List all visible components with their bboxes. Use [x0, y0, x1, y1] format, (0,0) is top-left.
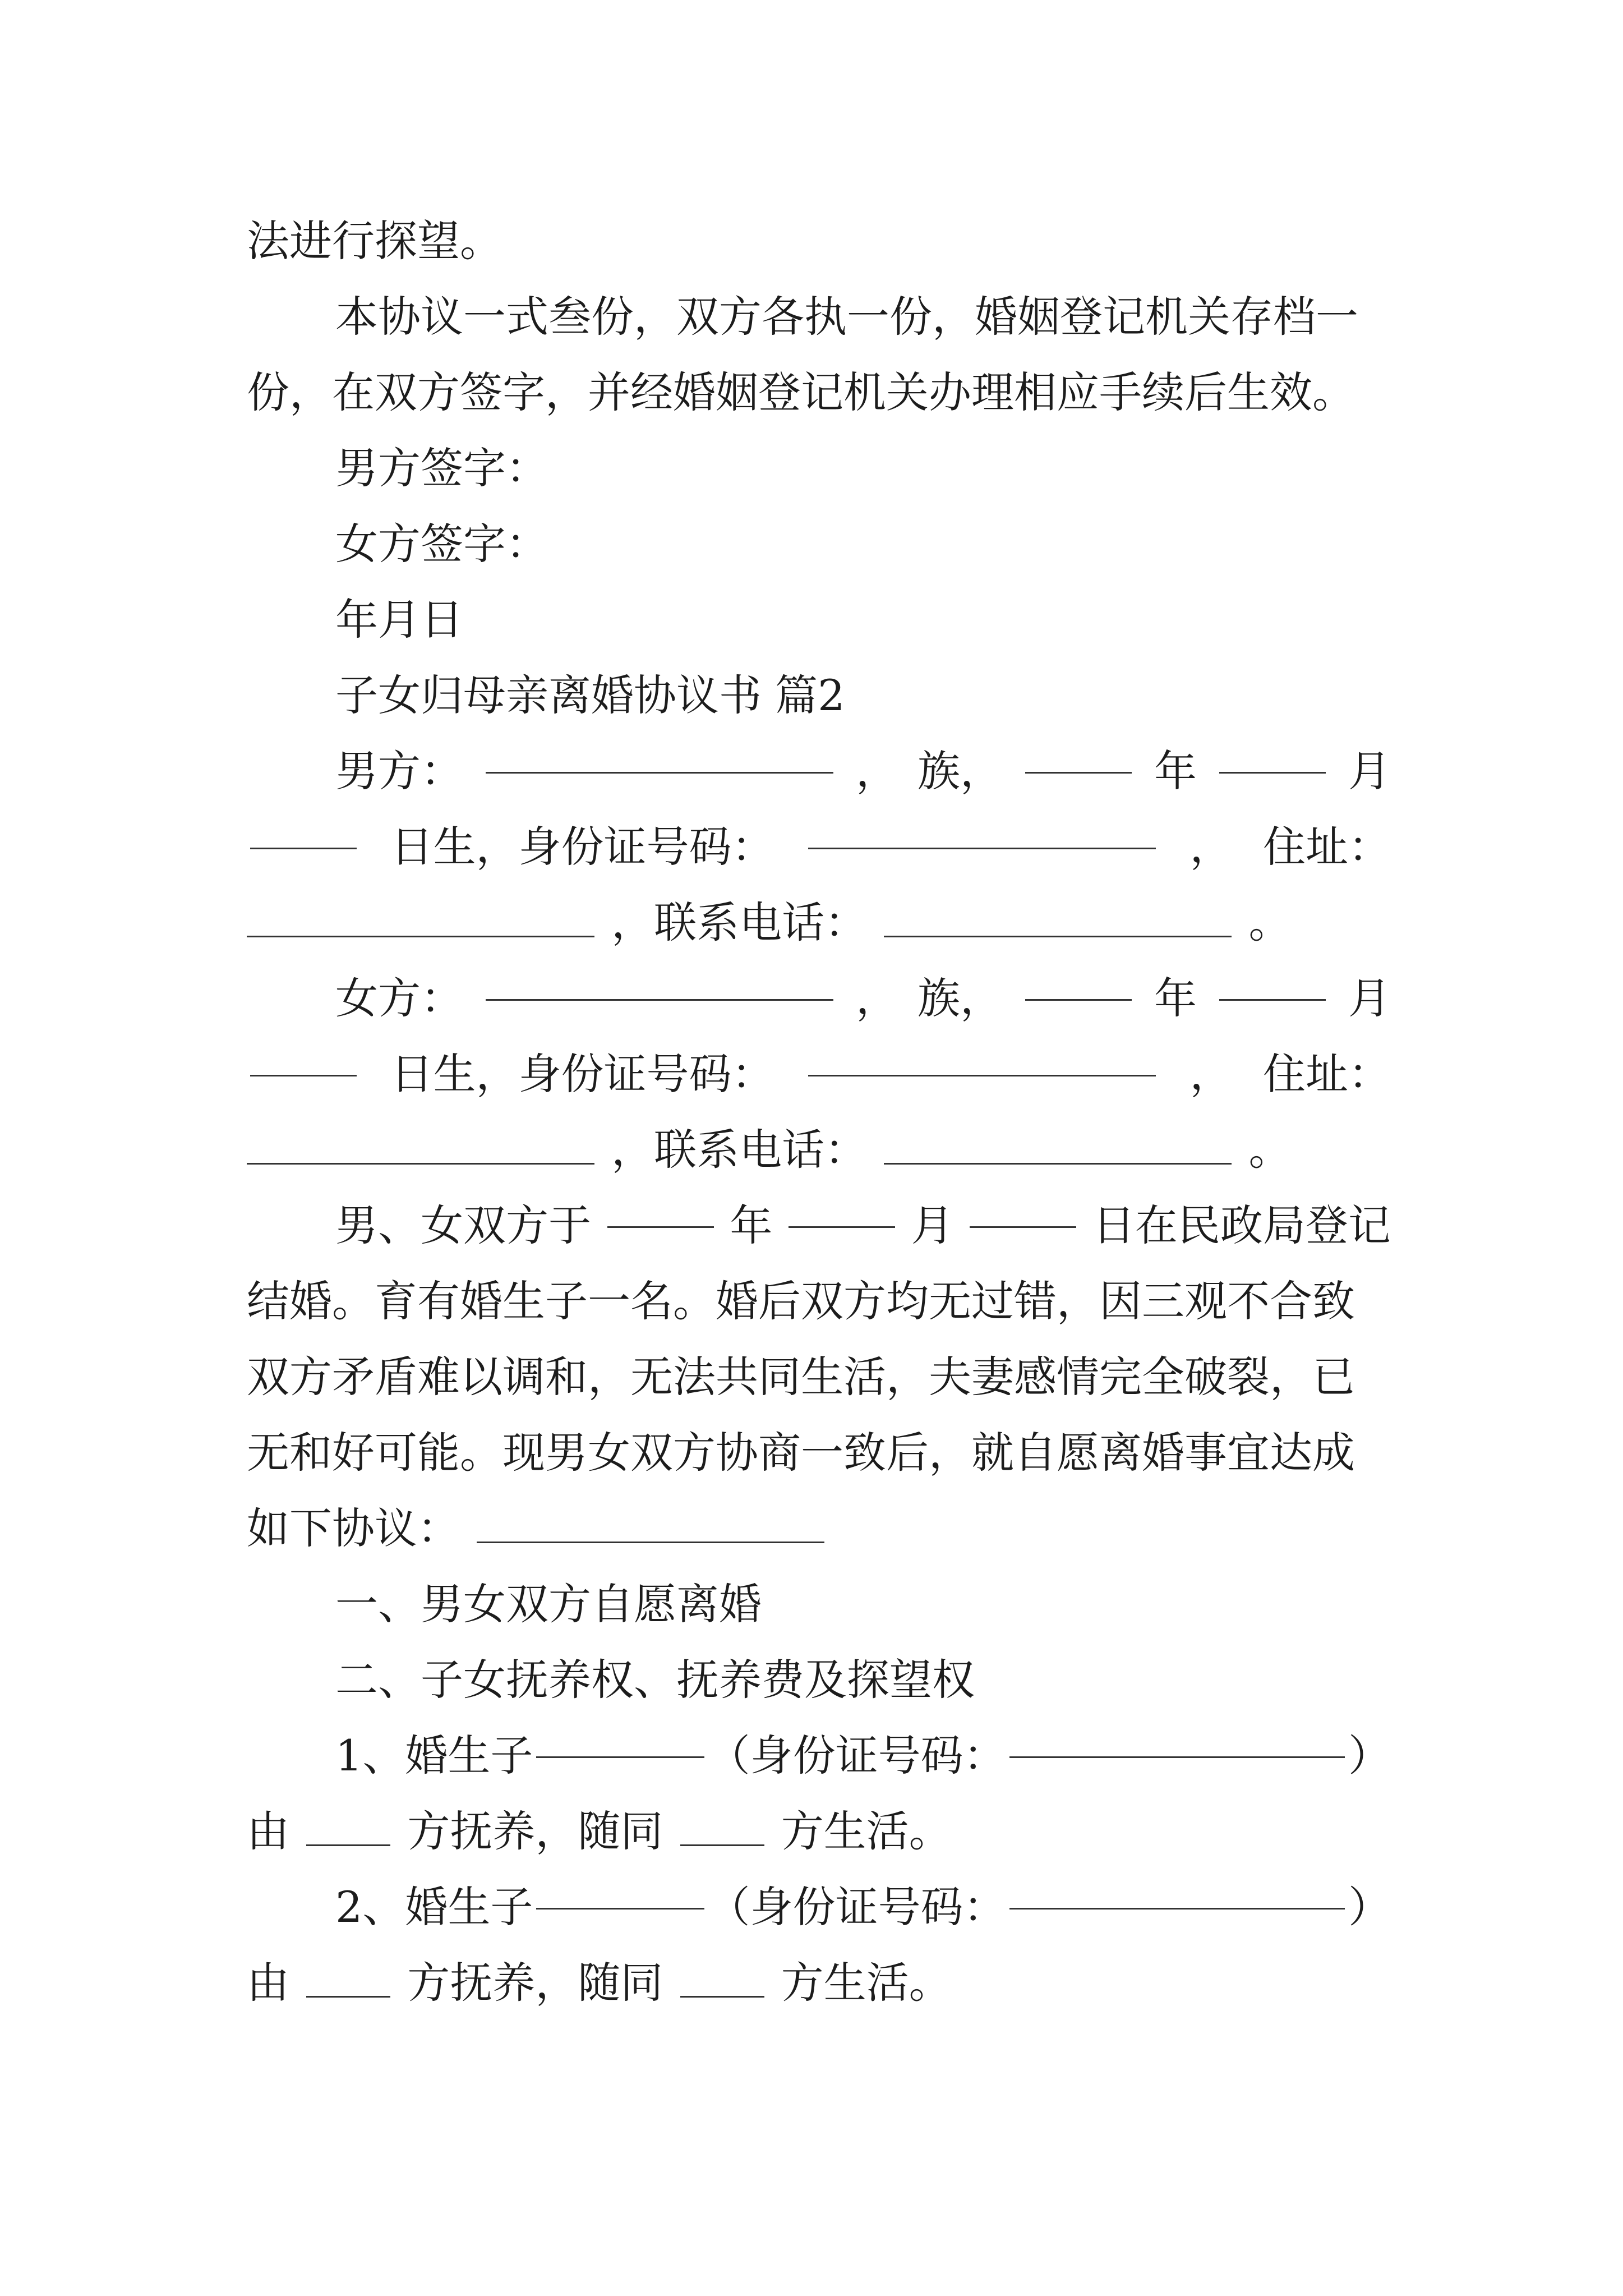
- period: 。: [1248, 898, 1292, 947]
- heading-text: 子女归母亲离婚协议书 篇2: [335, 670, 845, 720]
- marriage-year-blank[interactable]: [607, 1224, 714, 1228]
- marriage-line5: [247, 1498, 1391, 1559]
- signature-date: [335, 589, 1391, 651]
- phone-label: ，联系电话：: [611, 1125, 868, 1175]
- male-party-line3: [247, 892, 1391, 954]
- text: 日在民政局登记: [1092, 1200, 1391, 1250]
- text: 一、男女双方自愿离婚: [335, 1579, 762, 1629]
- nation-label: 族，: [917, 973, 1003, 1023]
- female-phone-blank[interactable]: [884, 1161, 1232, 1165]
- year-label: 年: [730, 1200, 773, 1250]
- female-name-blank[interactable]: [486, 997, 833, 1001]
- text: ）: [1348, 1731, 1391, 1780]
- year-label: 年: [1154, 746, 1197, 796]
- child2-name-blank[interactable]: [536, 1906, 704, 1910]
- text: 法进行探望。: [247, 216, 502, 266]
- text: 双方矛盾难以调和，无法共同生活，夫妻感情完全破裂，已: [247, 1352, 1355, 1402]
- text: 由: [247, 1806, 289, 1856]
- male-address-blank[interactable]: [247, 933, 594, 937]
- child1-line2: [247, 1801, 1391, 1862]
- agreement-blank[interactable]: [477, 1539, 824, 1543]
- nation-label: 族，: [917, 746, 1003, 796]
- text: 方抚养，随同: [407, 1806, 663, 1856]
- birth-id-label: 日生，身份证号码：: [390, 822, 774, 872]
- marriage-month-blank[interactable]: [789, 1224, 895, 1228]
- paragraph-copies-line1: [335, 286, 1391, 348]
- address-label: 住址：: [1263, 1049, 1391, 1099]
- text: 无和好可能。现男女双方协商一致后，就自愿离婚事宜达成: [247, 1428, 1355, 1478]
- child1-name-blank[interactable]: [536, 1754, 704, 1758]
- child1-id-blank[interactable]: [1009, 1754, 1345, 1758]
- text: ）: [1348, 1882, 1391, 1932]
- marriage-line4: [247, 1422, 1391, 1484]
- paragraph-tail: [247, 210, 1391, 272]
- child1-custody-blank[interactable]: [306, 1842, 390, 1846]
- text: 份，在双方签字，并经婚姻登记机关办理相应手续后生效。: [247, 367, 1355, 417]
- text: 年月日: [335, 595, 463, 645]
- comma: ，: [1189, 1049, 1233, 1099]
- item-1: [335, 1573, 1391, 1635]
- male-year-blank[interactable]: [1025, 770, 1132, 774]
- comma: ，: [856, 746, 898, 796]
- child2-line2: [247, 1952, 1391, 2014]
- male-label: 男方：: [335, 746, 463, 796]
- text: 男方签字：: [335, 443, 548, 493]
- text: （身份证号码：: [707, 1731, 1006, 1780]
- year-label: 年: [1154, 973, 1197, 1023]
- male-signature: [335, 438, 1391, 499]
- marriage-line3: [247, 1346, 1391, 1408]
- female-party-line2: [247, 1043, 1391, 1105]
- male-phone-blank[interactable]: [884, 933, 1232, 937]
- female-day-blank[interactable]: [250, 1073, 357, 1076]
- female-month-blank[interactable]: [1219, 997, 1326, 1001]
- child2-id-blank[interactable]: [1009, 1906, 1345, 1910]
- marriage-day-blank[interactable]: [970, 1224, 1076, 1228]
- text: 方生活。: [781, 1806, 952, 1856]
- male-party-line1: [335, 740, 1391, 802]
- text: 如下协议：: [247, 1503, 460, 1553]
- female-year-blank[interactable]: [1025, 997, 1132, 1001]
- section-heading: [335, 665, 1391, 726]
- text: 本协议一式叁份，双方各执一份，婚姻登记机关存档一: [335, 292, 1358, 342]
- marriage-line2: [247, 1271, 1391, 1332]
- text: 男、女双方于: [335, 1200, 591, 1250]
- male-day-blank[interactable]: [250, 845, 357, 849]
- birth-id-label: 日生，身份证号码：: [390, 1049, 774, 1099]
- month-label: 月: [1348, 973, 1391, 1023]
- female-signature: [335, 513, 1391, 575]
- text: 方生活。: [781, 1958, 952, 2008]
- female-label: 女方：: [335, 973, 463, 1023]
- marriage-line1: [335, 1195, 1391, 1257]
- phone-label: ，联系电话：: [611, 898, 868, 947]
- male-id-blank[interactable]: [808, 845, 1156, 849]
- text: 二、子女抚养权、抚养费及探望权: [335, 1655, 975, 1705]
- text: 女方签字：: [335, 519, 548, 569]
- address-label: 住址：: [1263, 822, 1391, 872]
- female-address-blank[interactable]: [247, 1161, 594, 1165]
- child2-custody-blank[interactable]: [306, 1994, 390, 1998]
- paragraph-copies-line2: [247, 362, 1391, 424]
- child1-live-blank[interactable]: [680, 1842, 764, 1846]
- comma: ，: [856, 973, 898, 1023]
- male-month-blank[interactable]: [1219, 770, 1326, 774]
- child1-line1: [335, 1725, 1391, 1787]
- female-id-blank[interactable]: [808, 1073, 1156, 1076]
- text: 2、婚生子: [335, 1882, 533, 1932]
- male-party-line2: [247, 816, 1391, 878]
- month-label: 月: [1348, 746, 1391, 796]
- period: 。: [1248, 1125, 1292, 1175]
- child2-live-blank[interactable]: [680, 1994, 764, 1998]
- text: 结婚。育有婚生子一名。婚后双方均无过错，因三观不合致: [247, 1276, 1355, 1326]
- text: 方抚养，随同: [407, 1958, 663, 2008]
- female-party-line3: [247, 1119, 1391, 1181]
- month-label: 月: [911, 1200, 954, 1250]
- male-name-blank[interactable]: [486, 770, 833, 774]
- female-party-line1: [335, 968, 1391, 1029]
- text: 1、婚生子: [335, 1731, 533, 1780]
- item-2: [335, 1649, 1391, 1711]
- text: 由: [247, 1958, 289, 2008]
- comma: ，: [1189, 822, 1233, 872]
- child2-line1: [335, 1876, 1391, 1938]
- text: （身份证号码：: [707, 1882, 1006, 1932]
